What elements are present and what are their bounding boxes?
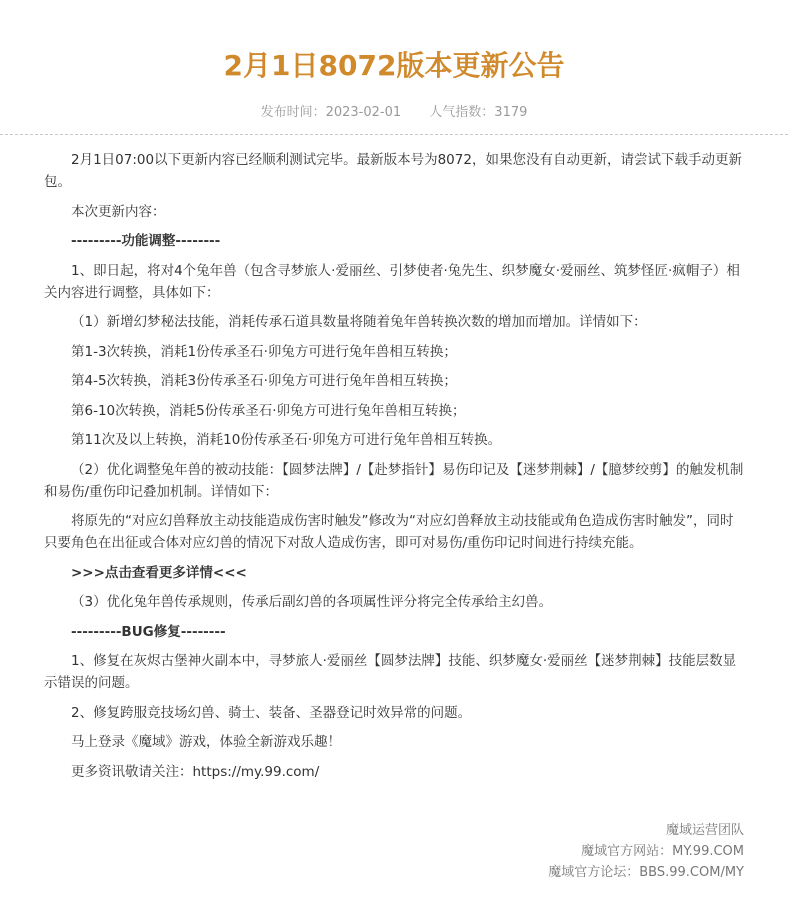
signature-block xyxy=(548,820,744,883)
popularity-count: 人气指数：3179 xyxy=(429,105,528,120)
update-contents-label: 本次更新内容： xyxy=(71,203,166,220)
paragraph-item-1: 1、即日起，将对4个兔年兽（包含寻梦旅人·爱丽丝、引梦使者·兔先生、织梦魔女·爱丽丝、筑梦怪匠·疯帽子）相关内容进行调整，具体如下： xyxy=(44,262,740,301)
paragraph-subitem-1: （1）新增幻梦秘法技能，消耗传承石道具数量将随着兔年兽转换次数的增加而增加。详情如下： xyxy=(71,314,647,330)
section-heading-feature: ---------功能调整-------- xyxy=(71,233,221,249)
follow-info: 更多资讯敬请关注：https://my.99.com/ xyxy=(71,763,320,780)
conversion-rule-1: 第1-3次转换，消耗1份传承圣石·卯兔方可进行兔年兽相互转换； xyxy=(71,343,457,360)
article-body xyxy=(44,149,744,790)
section-heading-bugfix: ---------BUG修复-------- xyxy=(71,623,226,640)
conversion-rule-4: 第11次及以上转换，消耗10份传承圣石·卯兔方可进行兔年兽相互转换。 xyxy=(71,432,502,448)
more-details-link[interactable]: >>>点击查看更多详情<<< xyxy=(71,564,247,581)
article-title: 2月1日8072版本更新公告 xyxy=(223,49,565,82)
paragraph-detail: 将原先的“对应幻兽释放主动技能造成伤害时触发”修改为“对应幻兽释放主动技能或角色造成伤害时触发”，同时只要角色在出征或合体对应幻兽的情况下对敌人造成伤害，即可对易伤/重伤印记时间进行持续充能。 xyxy=(44,513,734,551)
official-forum: 魔域官方论坛：BBS.99.COM/MY xyxy=(548,865,744,880)
paragraph-subitem-3: （3）优化兔年兽传承规则，传承后副幻兽的各项属性评分将完全传承给主幻兽。 xyxy=(71,594,553,610)
conversion-rule-3: 第6-10次转换，消耗5份传承圣石·卯兔方可进行兔年兽相互转换； xyxy=(71,402,466,419)
official-website: 魔域官方网站：MY.99.COM xyxy=(581,844,744,859)
header-divider xyxy=(0,134,788,135)
intro-paragraph: 2月1日07:00以下更新内容已经顺利测试完毕。最新版本号为8072，如果您没有自动更新，请尝试下载手动更新包。 xyxy=(44,152,742,190)
publish-date: 发布时间：2023-02-01 xyxy=(260,105,402,120)
call-to-action: 马上登录《魔域》游戏，体验全新游戏乐趣！ xyxy=(71,734,341,750)
paragraph-subitem-2: （2）优化调整兔年兽的被动技能：【圆梦法牌】/【赴梦指针】易伤印记及【迷梦荆棘】/【臆梦绞剪】的触发机制和易伤/重伤印记叠加机制。详情如下： xyxy=(44,461,744,500)
bugfix-item-1: 1、修复在灰烬古堡神火副本中，寻梦旅人·爱丽丝【圆梦法牌】技能、织梦魔女·爱丽丝【迷梦荆棘】技能层数显示错误的问题。 xyxy=(44,653,737,691)
article-meta xyxy=(0,101,788,120)
conversion-rule-2: 第4-5次转换，消耗3份传承圣石·卯兔方可进行兔年兽相互转换； xyxy=(71,373,457,389)
bugfix-item-2: 2、修复跨服竞技场幻兽、骑士、装备、圣器登记时效异常的问题。 xyxy=(71,704,472,721)
team-name: 魔域运营团队 xyxy=(665,823,744,838)
